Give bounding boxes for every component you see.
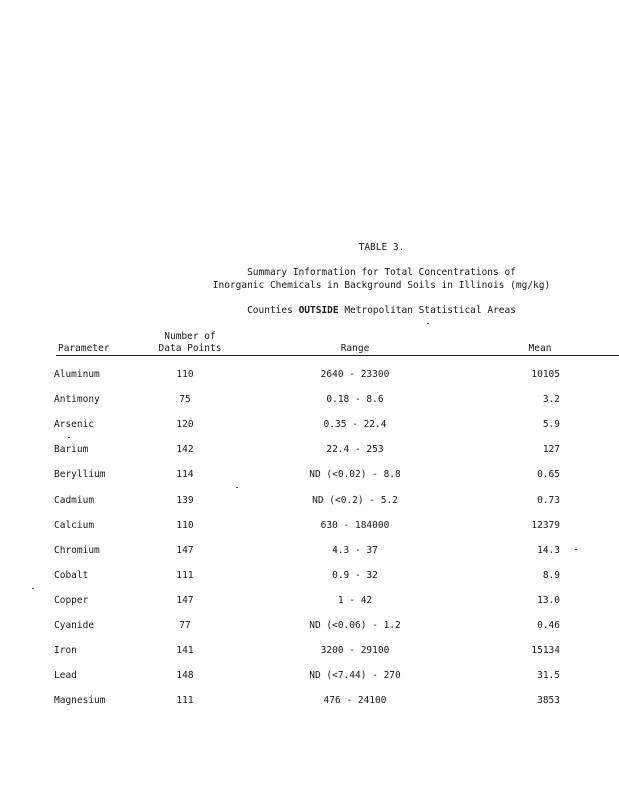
parameter-cell: Barium (54, 444, 89, 455)
parameter-cell: Cyanide (54, 620, 95, 631)
parameter-cell: Aluminum (54, 369, 100, 380)
column-header-mean: Mean (528, 343, 552, 354)
table-row (0, 394, 619, 408)
column-header-parameter: Parameter (58, 343, 110, 354)
range-cell: 0.9 - 32 (332, 570, 378, 581)
mean-cell: 8.9 (542, 570, 560, 581)
data-points-cell: 142 (176, 444, 194, 455)
range-cell: 2640 - 23300 (320, 369, 390, 380)
data-points-cell: 120 (176, 419, 194, 430)
mean-cell: 15134 (531, 645, 560, 656)
range-cell: ND (<0.02) - 8.8 (309, 469, 401, 480)
range-cell: ND (<7.44) - 270 (309, 670, 401, 681)
table-row (0, 495, 619, 509)
column-header-data-points (150, 331, 230, 355)
data-points-cell: 147 (176, 595, 194, 606)
subtitle-emphasis: OUTSIDE (298, 305, 339, 316)
data-points-cell: 148 (176, 670, 194, 681)
parameter-cell: Beryllium (54, 469, 106, 480)
table-row (0, 369, 619, 383)
range-cell: 1 - 42 (337, 595, 373, 606)
range-cell: 630 - 184000 (320, 520, 390, 531)
scan-speck (32, 588, 34, 589)
column-header-data-points-line-2: Data Points (158, 343, 222, 354)
data-points-cell: 75 (179, 394, 191, 405)
mean-cell: 3.2 (542, 394, 560, 405)
data-points-cell: 114 (176, 469, 194, 480)
data-points-cell: 110 (176, 520, 194, 531)
table-row (0, 620, 619, 634)
header-divider (56, 355, 619, 356)
mean-cell: 0.73 (537, 495, 560, 506)
range-cell: ND (<0.2) - 5.2 (312, 495, 398, 506)
parameter-cell: Magnesium (54, 695, 106, 706)
scan-speck (427, 323, 429, 324)
parameter-cell: Cobalt (54, 570, 89, 581)
table-row (0, 545, 619, 559)
scan-speck (236, 487, 238, 488)
parameter-cell: Calcium (54, 520, 95, 531)
data-points-cell: 141 (176, 645, 194, 656)
table-caption-line-1: Summary Information for Total Concentrations of (247, 267, 516, 278)
range-cell: 22.4 - 253 (326, 444, 384, 455)
range-cell: ND (<0.06) - 1.2 (309, 620, 401, 631)
data-points-cell: 111 (176, 570, 194, 581)
table-caption-line-2: Inorganic Chemicals in Background Soils in Illinois (mg/kg) (212, 280, 551, 291)
table-row (0, 570, 619, 584)
table-row (0, 595, 619, 609)
mean-cell: 3853 (537, 695, 560, 706)
parameter-cell: Iron (54, 645, 77, 656)
mean-cell: 31.5 (537, 670, 560, 681)
range-cell: 3200 - 29100 (320, 645, 390, 656)
mean-cell: 10105 (531, 369, 560, 380)
mean-cell: 14.3 (537, 545, 560, 556)
table-row (0, 469, 619, 483)
table-row (0, 444, 619, 458)
mean-cell: 127 (542, 444, 560, 455)
data-points-cell: 147 (176, 545, 194, 556)
parameter-cell: Chromium (54, 545, 100, 556)
subtitle-suffix: Metropolitan Statistical Areas (338, 305, 516, 316)
data-points-cell: 139 (176, 495, 194, 506)
column-header-range: Range (340, 343, 370, 354)
parameter-cell: Arsenic (54, 419, 95, 430)
table-subtitle (72, 305, 619, 316)
table-label: TABLE 3. (358, 242, 405, 253)
range-cell: 4.3 - 37 (332, 545, 378, 556)
column-header-data-points-line-1: Number of (164, 331, 216, 342)
data-points-cell: 111 (176, 695, 194, 706)
data-points-cell: 77 (179, 620, 191, 631)
parameter-cell: Lead (54, 670, 77, 681)
table-row (0, 645, 619, 659)
parameter-cell: Cadmium (54, 495, 95, 506)
table-row (0, 695, 619, 709)
data-points-cell: 110 (176, 369, 194, 380)
parameter-cell: Antimony (54, 394, 100, 405)
mean-cell: 0.46 (537, 620, 560, 631)
scan-speck (68, 437, 70, 438)
table-row (0, 520, 619, 534)
mean-cell: 5.9 (542, 419, 560, 430)
table-row (0, 670, 619, 684)
mean-cell: 13.0 (537, 595, 560, 606)
range-cell: 0.18 - 8.6 (326, 394, 384, 405)
scan-speck (575, 549, 577, 550)
mean-cell: 0.65 (537, 469, 560, 480)
table-row (0, 419, 619, 433)
parameter-cell: Copper (54, 595, 89, 606)
range-cell: 0.35 - 22.4 (323, 419, 387, 430)
mean-cell: 12379 (531, 520, 560, 531)
subtitle-prefix: Counties (247, 305, 299, 316)
range-cell: 476 - 24100 (323, 695, 387, 706)
